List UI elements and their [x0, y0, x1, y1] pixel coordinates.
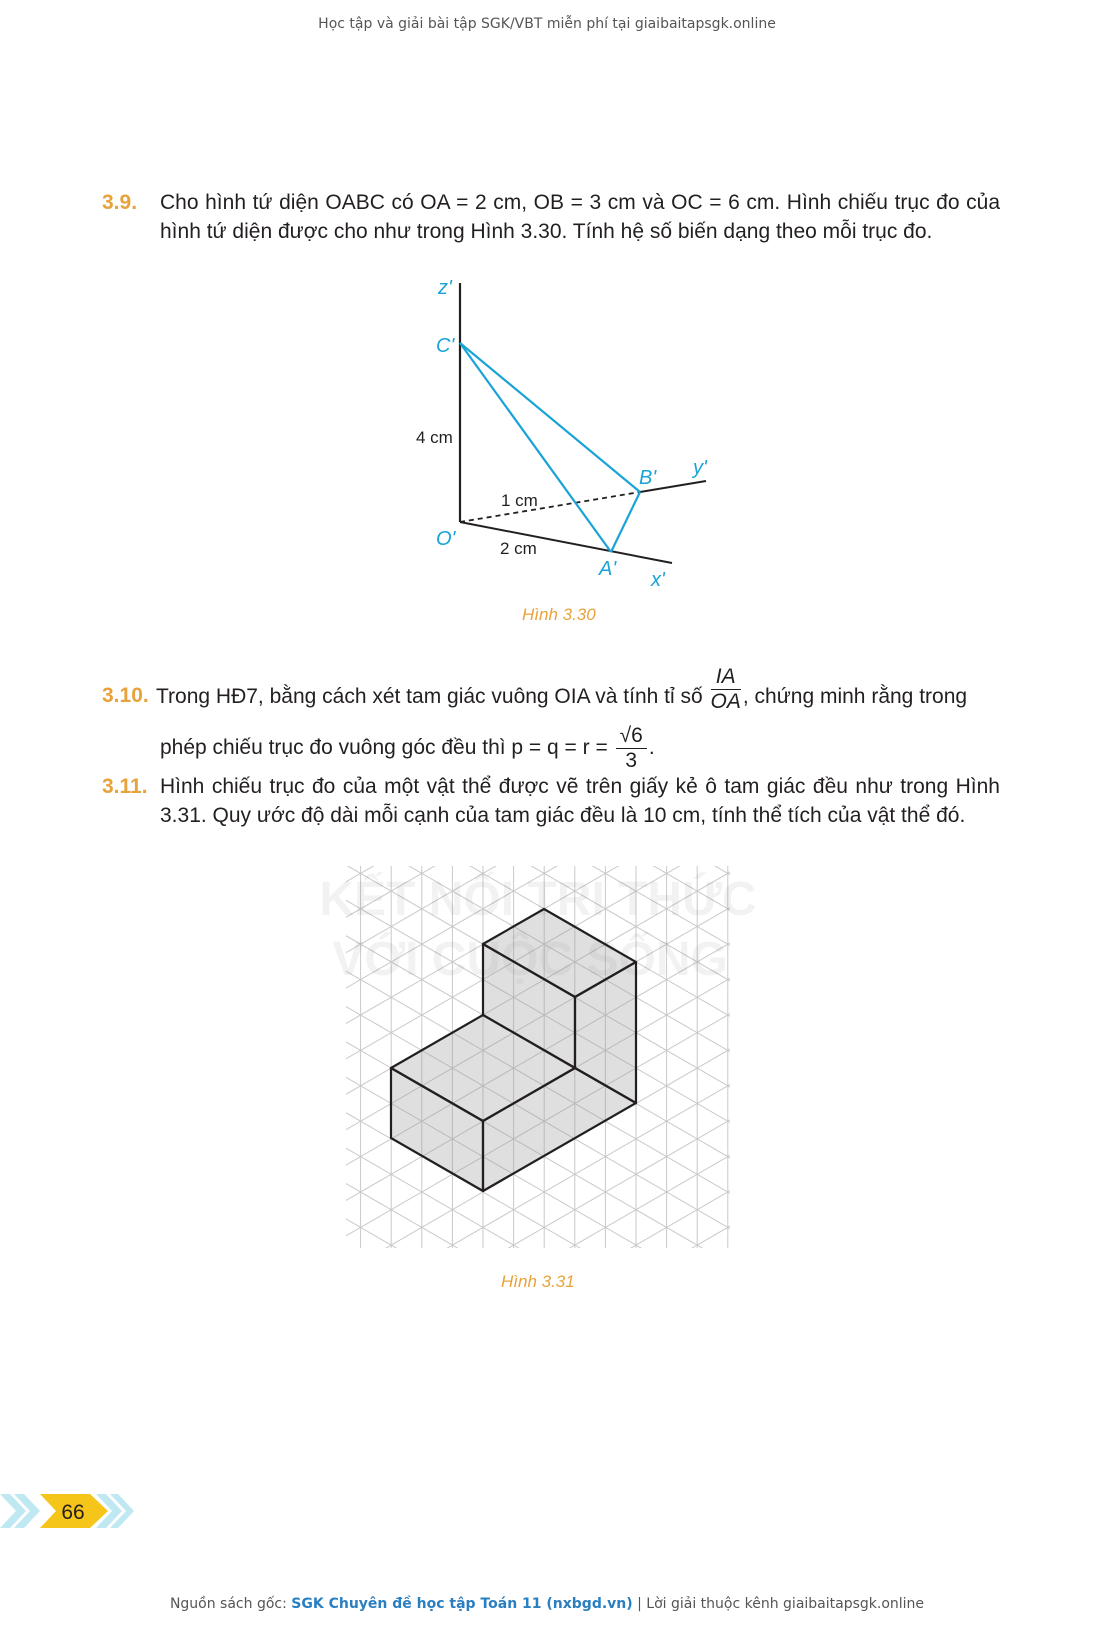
fraction-denominator: OA: [710, 690, 741, 713]
exercise-text: Cho hình tứ diện OABC có OA = 2 cm, OB = 3 cm và OC = 6 cm. Hình chiếu trục đo của hình tứ diện được cho như trong Hình 3.30. Tính hệ số biến dạng theo mỗi trục đo.: [160, 191, 1000, 243]
label-1cm: 1 cm: [501, 491, 538, 510]
figure-caption: Hình 3.30: [522, 605, 596, 624]
label-b: B': [639, 467, 657, 489]
label-o: O': [436, 528, 456, 550]
footer-source-link[interactable]: SGK Chuyên đề học tập Toán 11 (nxbgd.vn): [291, 1596, 633, 1612]
footer-suffix: | Lời giải thuộc kênh giaibaitapsgk.online: [632, 1596, 925, 1612]
label-a: A': [599, 558, 617, 580]
label-4cm: 4 cm: [416, 428, 453, 447]
watermark-line-1: KẾT NỐI TRI THỨC: [319, 873, 757, 926]
label-2cm: 2 cm: [500, 539, 537, 558]
exercise-text: Hình chiếu trục đo của một vật thể được vẽ trên giấy kẻ ô tam giác đều như trong Hình 3.31. Quy ước độ dài mỗi cạnh của tam giác đều là 10 cm, tính thể tích của vật thể đó.: [160, 775, 1000, 827]
exercise-number: 3.9.: [102, 191, 138, 214]
fraction-denominator: 3: [625, 749, 638, 772]
figure-caption: Hình 3.31: [501, 1272, 575, 1291]
label-x: x': [651, 569, 665, 591]
fraction-numerator: √6: [616, 724, 647, 749]
fraction-numerator: IA: [711, 665, 741, 690]
page-number: 66: [61, 1501, 85, 1524]
label-z: z': [438, 277, 452, 299]
sentence-end: .: [648, 736, 655, 760]
exercise-number: 3.11.: [102, 775, 148, 798]
label-c: C': [436, 335, 455, 357]
exercise-number: 3.10.: [102, 684, 149, 707]
exercise-text: , chứng minh rằng trong: [742, 685, 968, 709]
page-footer: [0, 1596, 1094, 1612]
label-y: y': [693, 457, 707, 479]
footer-prefix: Nguồn sách gốc:: [169, 1596, 292, 1612]
watermark-line-2: VỚI CUỘC SỐNG: [332, 933, 728, 986]
page-header: Học tập và giải bài tập SGK/VBT miễn phí tại giaibaitapsgk.online: [318, 16, 776, 32]
exercise-text: phép chiếu trục đo vuông góc đều thì p = q = r =: [160, 736, 608, 760]
page-number-badge: [0, 1492, 140, 1532]
exercise-text: Trong HĐ7, bằng cách xét tam giác vuông OIA và tính tỉ số: [156, 685, 703, 709]
